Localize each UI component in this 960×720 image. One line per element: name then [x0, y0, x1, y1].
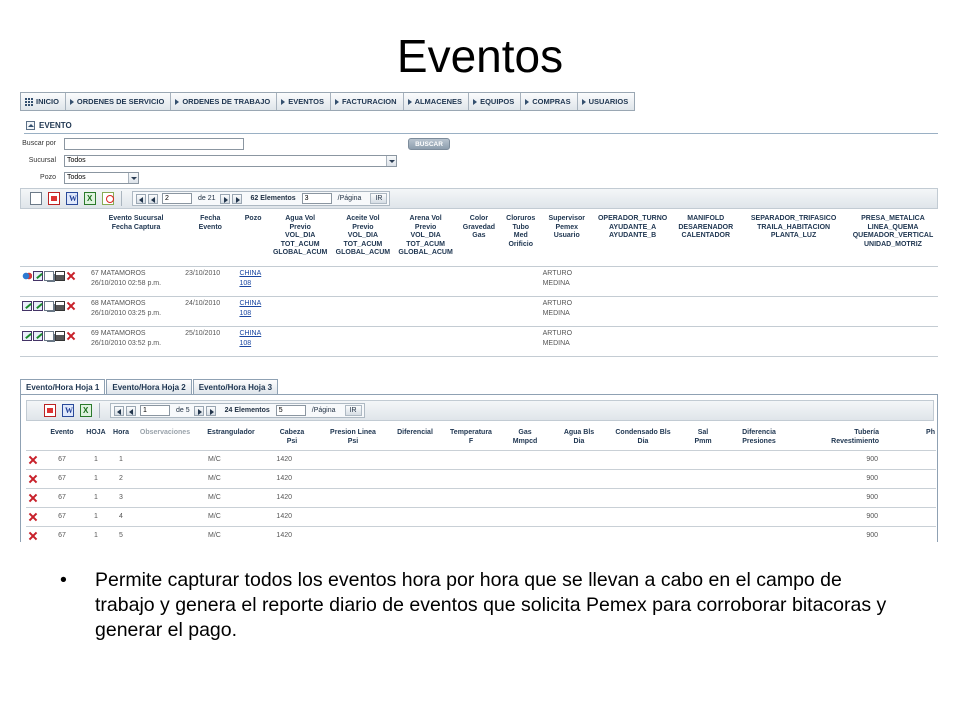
- cell-hoja: 1: [82, 488, 110, 507]
- cell-cabeza: 1420: [264, 526, 320, 542]
- nav-label: FACTURACION: [341, 97, 397, 106]
- col-hoja[interactable]: HOJA: [86, 429, 106, 436]
- edit-icon[interactable]: [33, 301, 43, 311]
- fecha-evento: 24/10/2010: [183, 297, 237, 327]
- cell-hoja: 1: [82, 450, 110, 469]
- cell-cabeza: 1420: [264, 469, 320, 488]
- cell-hora: 4: [110, 507, 132, 526]
- pozo-link[interactable]: CHINA: [239, 270, 262, 277]
- grid-icon: [25, 98, 33, 106]
- prev-page-icon[interactable]: [148, 194, 158, 204]
- chevron-down-icon[interactable]: [128, 173, 138, 183]
- arrow-right-icon: [525, 99, 529, 105]
- bullet-symbol: •: [60, 569, 67, 591]
- new-document-icon[interactable]: [30, 192, 42, 205]
- main-pager: [132, 191, 390, 206]
- nav-label: ALMACENES: [414, 97, 463, 106]
- pozo-link-number[interactable]: 108: [239, 310, 252, 317]
- nav-almacenes[interactable]: [404, 93, 470, 110]
- delete-icon[interactable]: [66, 331, 76, 341]
- cell-cabeza: 1420: [264, 507, 320, 526]
- nav-label: INICIO: [36, 97, 59, 106]
- col-agua[interactable]: Agua Vol Previo VOL_DIA TOT_ACUM GLOBAL_ACUM: [272, 215, 328, 256]
- collapse-icon[interactable]: [26, 121, 35, 130]
- word-export-icon[interactable]: [62, 404, 74, 417]
- delete-icon[interactable]: [66, 301, 76, 311]
- chevron-down-icon[interactable]: [386, 156, 396, 166]
- copy-icon[interactable]: [44, 301, 54, 311]
- fecha-captura: 26/10/2010 03:52 p.m.: [91, 340, 162, 347]
- delete-icon[interactable]: [28, 512, 38, 522]
- toolbar-separator: [121, 191, 122, 206]
- col-pozo[interactable]: Pozo: [244, 215, 262, 222]
- edit-icon[interactable]: [22, 301, 32, 311]
- pdf-export-icon[interactable]: [44, 404, 56, 417]
- nav-label: COMPRAS: [532, 97, 571, 106]
- tab-hoja-3[interactable]: Evento/Hora Hoja 3: [193, 379, 278, 394]
- nav-label: USUARIOS: [588, 97, 629, 106]
- sub-pager: [110, 403, 365, 418]
- nav-label: ORDENES DE SERVICIO: [76, 97, 165, 106]
- edit-icon[interactable]: [22, 331, 32, 341]
- section-divider: [24, 133, 938, 134]
- col-sal[interactable]: Sal Pmm: [694, 429, 712, 445]
- col-estrangulador[interactable]: Estrangulador: [207, 429, 255, 436]
- cell-hora: 1: [110, 450, 132, 469]
- per-page-input[interactable]: 3: [302, 193, 332, 204]
- pozo-link-number[interactable]: 108: [239, 340, 252, 347]
- nav-equipos[interactable]: [469, 93, 521, 110]
- cell-hoja: 1: [82, 469, 110, 488]
- arrow-right-icon: [335, 99, 339, 105]
- page-count: de 5: [176, 407, 190, 414]
- fecha-evento: 23/10/2010: [183, 267, 237, 297]
- cell-hora: 3: [110, 488, 132, 507]
- arrow-right-icon: [70, 99, 74, 105]
- top-navigation: [20, 92, 635, 111]
- supervisor-last: MEDINA: [542, 310, 570, 317]
- element-count: 24 Elementos: [224, 407, 270, 414]
- arrow-right-icon: [473, 99, 477, 105]
- sub-toolbar: [26, 400, 934, 421]
- table-row: [26, 450, 936, 469]
- delete-icon[interactable]: [28, 474, 38, 484]
- toolbar-separator: [99, 403, 100, 418]
- app-screenshot: [18, 90, 942, 542]
- fecha-captura: 26/10/2010 02:58 p.m.: [91, 280, 162, 287]
- table-row: [20, 297, 938, 327]
- delete-icon[interactable]: [28, 455, 38, 465]
- print-icon[interactable]: [55, 271, 65, 281]
- sucursal-label: Sucursal: [28, 157, 56, 164]
- per-page-label: /Página: [337, 195, 362, 202]
- copy-icon[interactable]: [44, 331, 54, 341]
- pdf-export-icon[interactable]: [48, 192, 60, 205]
- word-export-icon[interactable]: [66, 192, 78, 205]
- first-page-icon[interactable]: [136, 194, 146, 204]
- supervisor-first: ARTURO: [542, 300, 573, 307]
- nav-facturacion[interactable]: [331, 93, 404, 110]
- delete-icon[interactable]: [28, 493, 38, 503]
- cell-estrangulador: M/C: [198, 488, 264, 507]
- col-separador[interactable]: SEPARADOR_TRIFASICO TRAILA_HABITACION PLANTA_LUZ: [750, 215, 837, 239]
- nav-eventos[interactable]: [277, 93, 331, 110]
- table-row: [26, 526, 936, 542]
- cell-estrangulador: M/C: [198, 526, 264, 542]
- cell-estrangulador: M/C: [198, 469, 264, 488]
- page-number-input[interactable]: 2: [162, 193, 192, 204]
- evento-hora-table: [26, 428, 936, 542]
- supervisor-last: MEDINA: [542, 340, 570, 347]
- cell-evento: 67: [42, 450, 82, 469]
- print-icon[interactable]: [55, 331, 65, 341]
- supervisor-last: MEDINA: [542, 280, 570, 287]
- cell-tuberia: 900: [792, 450, 880, 469]
- col-presion-linea[interactable]: Presion Linea Psi: [330, 429, 376, 445]
- cell-cabeza: 1420: [264, 450, 320, 469]
- col-fecha-evento[interactable]: Fecha Evento: [198, 215, 222, 231]
- cell-tuberia: 900: [792, 507, 880, 526]
- cell-tuberia: 900: [792, 469, 880, 488]
- arrow-right-icon: [582, 99, 586, 105]
- go-button[interactable]: IR: [370, 193, 387, 204]
- col-aceite[interactable]: Aceite Vol Previo VOL_DIA TOT_ACUM GLOBAL_ACUM: [335, 215, 391, 256]
- pozo-link[interactable]: CHINA: [239, 300, 262, 307]
- cell-tuberia: 900: [792, 488, 880, 507]
- col-condensado[interactable]: Condensado Bls Dia: [615, 429, 671, 445]
- last-page-icon[interactable]: [206, 406, 216, 416]
- table-row: [26, 469, 936, 488]
- col-diferencia-presiones[interactable]: Diferencia Presiones: [742, 429, 776, 445]
- col-tuberia[interactable]: Tubería Revestimiento: [831, 429, 879, 445]
- cell-estrangulador: M/C: [198, 507, 264, 526]
- col-cloruros[interactable]: Cloruros Tubo Med Orificio: [506, 215, 536, 248]
- col-agua-bls[interactable]: Agua Bls Dia: [563, 429, 595, 445]
- table-row: [26, 488, 936, 507]
- slide-title: Eventos: [396, 30, 564, 82]
- next-page-icon[interactable]: [220, 194, 230, 204]
- arrow-right-icon: [175, 99, 179, 105]
- pozo-label: Pozo: [40, 174, 56, 181]
- cell-evento: 67: [42, 526, 82, 542]
- go-button[interactable]: IR: [345, 405, 362, 416]
- nav-label: ORDENES DE TRABAJO: [182, 97, 271, 106]
- col-diferencial[interactable]: Diferencial: [397, 429, 433, 436]
- last-page-icon[interactable]: [232, 194, 242, 204]
- main-toolbar: [20, 188, 938, 209]
- table-header-row: [20, 214, 938, 259]
- excel-export-icon[interactable]: [80, 404, 92, 417]
- cell-hoja: 1: [82, 507, 110, 526]
- sucursal-value: Todos: [67, 157, 86, 164]
- supervisor-first: ARTURO: [542, 270, 573, 277]
- tab-hoja-1[interactable]: Evento/Hora Hoja 1: [20, 379, 105, 395]
- section-header: [26, 121, 72, 130]
- first-page-icon[interactable]: [114, 406, 124, 416]
- table-row: [20, 327, 938, 357]
- cell-evento: 67: [42, 488, 82, 507]
- table-header-row: [26, 428, 936, 447]
- bullet-text: Permite capturar todos los eventos hora por hora que se llevan a cabo en el campo de trabajo y genera el reporte diario de eventos que solicita Pemex para corroborar bitacoras y generar el pago.: [95, 569, 887, 641]
- col-gas[interactable]: Gas Mmpcd: [512, 429, 538, 445]
- buscar-input[interactable]: [64, 138, 244, 150]
- excel-export-icon[interactable]: [84, 192, 96, 205]
- evento-sucursal: 68 MATAMOROS: [91, 300, 146, 307]
- pozo-value: Todos: [67, 174, 86, 181]
- tab-hoja-2[interactable]: Evento/Hora Hoja 2: [106, 379, 191, 394]
- element-count: 62 Elementos: [250, 195, 296, 202]
- col-hora[interactable]: Hora: [113, 429, 129, 436]
- copy-icon[interactable]: [44, 271, 54, 281]
- col-ph[interactable]: Ph: [926, 429, 935, 436]
- cell-tuberia: 900: [792, 526, 880, 542]
- col-manifold[interactable]: MANIFOLD DESARENADOR CALENTADOR: [678, 215, 734, 239]
- buscar-button[interactable]: BUSCAR: [408, 138, 450, 150]
- cell-estrangulador: M/C: [198, 450, 264, 469]
- arrow-right-icon: [281, 99, 285, 105]
- nav-compras[interactable]: [521, 93, 577, 110]
- delete-icon[interactable]: [66, 271, 76, 281]
- col-arena[interactable]: Arena Vol Previo VOL_DIA TOT_ACUM GLOBAL_ACUM: [398, 215, 453, 256]
- supervisor-first: ARTURO: [542, 330, 573, 337]
- table-row: [26, 507, 936, 526]
- col-operador[interactable]: OPERADOR_TURNO AYUDANTE_A AYUDANTE_B: [597, 215, 668, 239]
- col-color[interactable]: Color Gravedad Gas: [462, 215, 496, 239]
- nav-ordenes-trabajo[interactable]: [171, 93, 277, 110]
- nav-ordenes-servicio[interactable]: [66, 93, 171, 110]
- prev-page-icon[interactable]: [126, 406, 136, 416]
- next-page-icon[interactable]: [194, 406, 204, 416]
- table-row: [20, 267, 938, 297]
- clear-filter-icon[interactable]: [102, 192, 114, 205]
- edit-icon[interactable]: [33, 331, 43, 341]
- view-icon[interactable]: [22, 271, 32, 281]
- pozo-link[interactable]: CHINA: [239, 330, 262, 337]
- sucursal-select[interactable]: [64, 155, 397, 167]
- cell-evento: 67: [42, 469, 82, 488]
- col-observaciones[interactable]: Observaciones: [139, 429, 191, 436]
- per-page-input[interactable]: 5: [276, 405, 306, 416]
- cell-hora: 5: [110, 526, 132, 542]
- page-number-input[interactable]: 1: [140, 405, 170, 416]
- buscar-label: Buscar por: [22, 140, 56, 147]
- fecha-evento: 25/10/2010: [183, 327, 237, 357]
- per-page-label: /Página: [311, 407, 336, 414]
- col-evento-sucursal[interactable]: Evento Sucursal Fecha Captura: [108, 215, 164, 231]
- pozo-link-number[interactable]: 108: [239, 280, 252, 287]
- nav-inicio[interactable]: [21, 93, 66, 110]
- col-supervisor[interactable]: Supervisor Pemex Usuario: [548, 215, 586, 239]
- cell-hora: 2: [110, 469, 132, 488]
- print-icon[interactable]: [55, 301, 65, 311]
- fecha-captura: 26/10/2010 03:25 p.m.: [91, 310, 162, 317]
- section-title: EVENTO: [39, 121, 72, 130]
- hoja-tabs: [20, 379, 279, 395]
- cell-hoja: 1: [82, 526, 110, 542]
- cell-evento: 67: [42, 507, 82, 526]
- delete-icon[interactable]: [28, 531, 38, 541]
- nav-label: EQUIPOS: [480, 97, 515, 106]
- page-count: de 21: [198, 195, 216, 202]
- arrow-right-icon: [408, 99, 412, 105]
- edit-icon[interactable]: [33, 271, 43, 281]
- col-temperatura[interactable]: Temperatura F: [450, 429, 492, 445]
- evento-sucursal: 67 MATAMOROS: [91, 270, 146, 277]
- col-presa[interactable]: PRESA_METALICA LINEA_QUEMA QUEMADOR_VERTICAL UNIDAD_MOTRIZ: [852, 215, 934, 248]
- col-cabeza[interactable]: Cabeza Psi: [279, 429, 305, 445]
- cell-cabeza: 1420: [264, 488, 320, 507]
- nav-label: EVENTOS: [288, 97, 324, 106]
- col-evento[interactable]: Evento: [50, 429, 74, 436]
- eventos-table: [20, 214, 938, 357]
- nav-usuarios[interactable]: [578, 93, 635, 110]
- evento-sucursal: 69 MATAMOROS: [91, 330, 146, 337]
- pozo-select[interactable]: [64, 172, 139, 184]
